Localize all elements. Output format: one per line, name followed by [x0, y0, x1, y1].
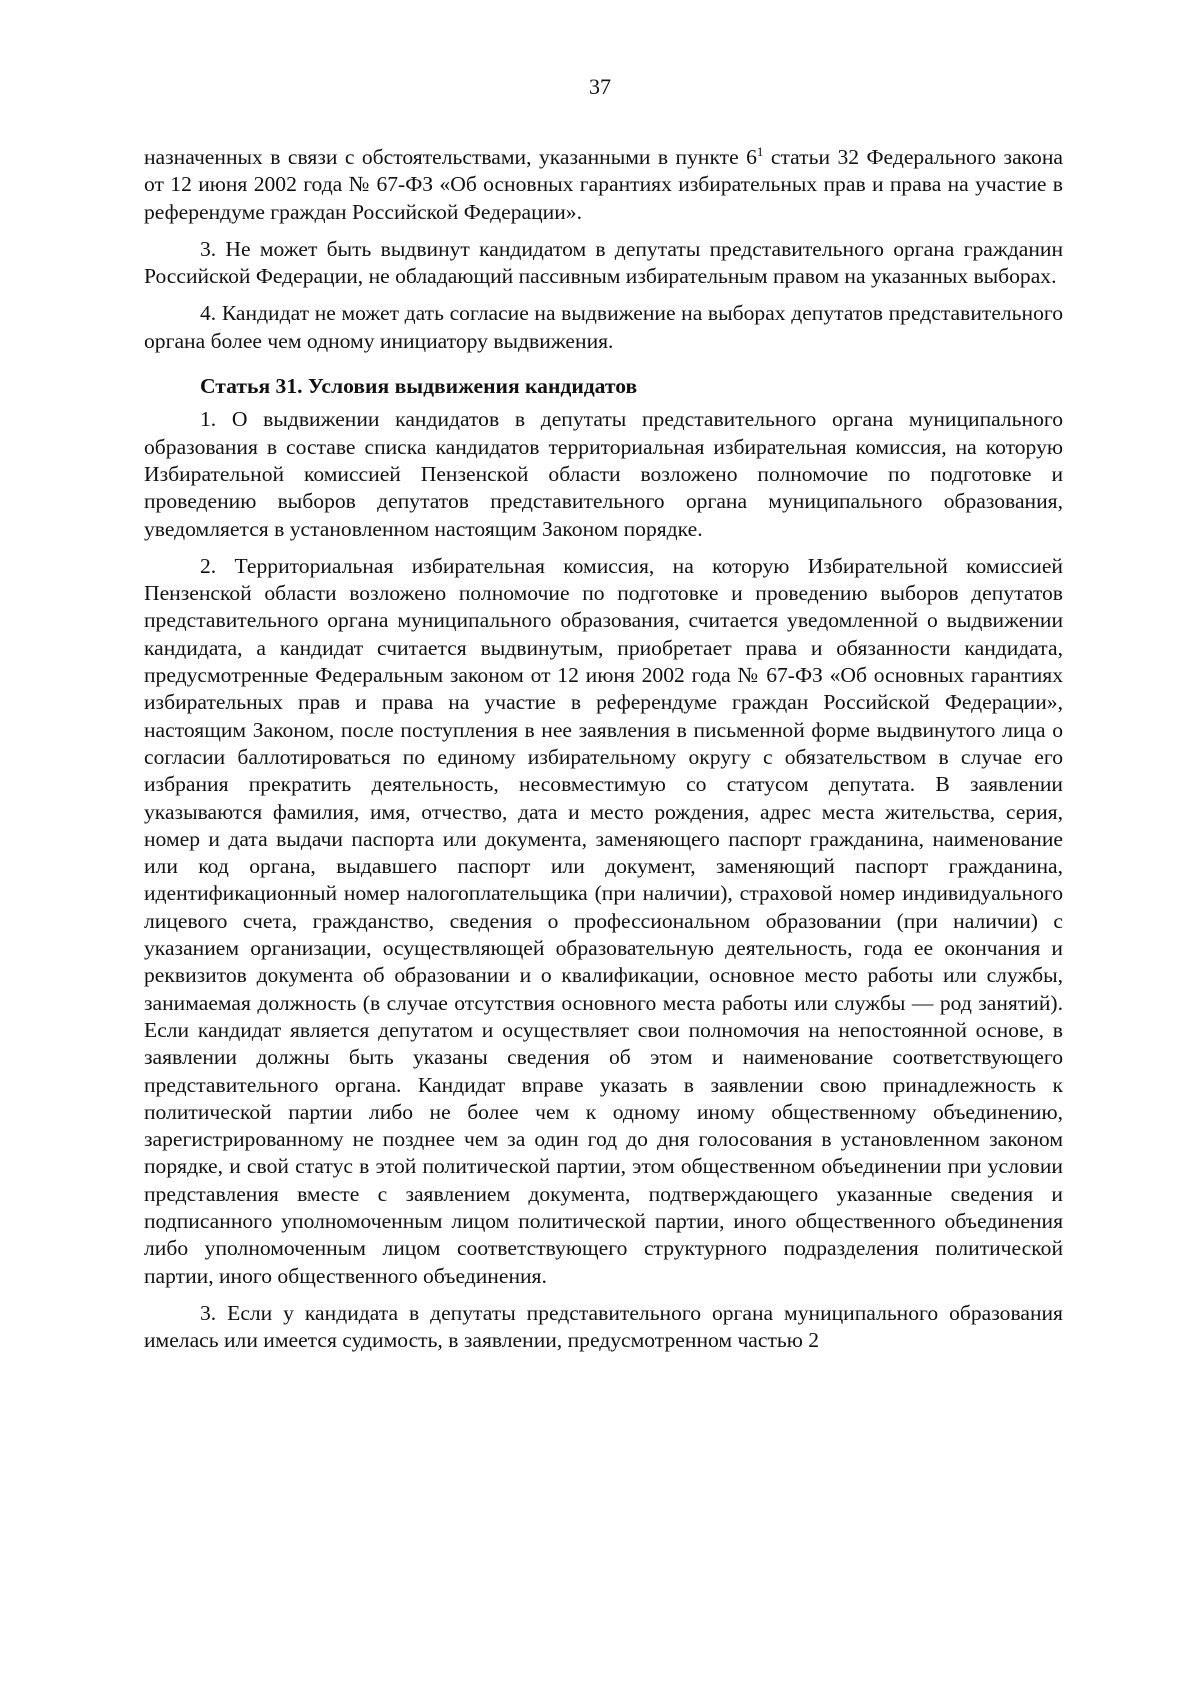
page-number: 37	[589, 74, 611, 99]
paragraph-part-4: 4. Кандидат не может дать согласие на выдвижение на выборах депутатов представительного органа более чем одному инициатору выдвижения.	[144, 301, 1063, 353]
paragraph-part-3: 3. Не может быть выдвинут кандидатом в депутаты представительного органа гражданин Российской Федерации, не обладающий пассивным избирательным правом на указанных выборах.	[144, 236, 1063, 289]
paragraph-text: статьи 32 Федерального закона от 12 июня 2002 года № 67-ФЗ «Об основных гарантиях избирательных прав и права на участие в референдуме граждан Российской Федерации».	[144, 145, 1063, 224]
page-body	[144, 144, 1063, 1354]
paragraph-article-31-part-2: 2. Территориальная избирательная комиссия, на которую Избирательной комиссией Пензенской области возложено полномочие по подготовке и проведению выборов депутатов представительного органа муниципального образования, считается уведомленной о выдвижении кандидата, а кандидат считается выдвинутым, приобретает права и обязанности кандидата, предусмотренные Федеральным законом от 12 июня 2002 года № 67-ФЗ «Об основных гарантиях избирательных прав и права на участие в референдуме граждан Российской Федерации», настоящим Законом, после поступления в нее заявления в письменной форме выдвинутого лица о согласии баллотироваться по единому избирательному округу с обязательством в случае его избрания прекратить деятельность, несовместимую со статусом депутата. В заявлении указываются фамилия, имя, отчество, дата и место рождения, адрес места жительства, серия, номер и дата выдачи паспорта или документа, заменяющего паспорт гражданина, наименование или код органа, выдавшего паспорт или документ, заменяющий паспорт гражданина, идентификационный номер налогоплательщика (при наличии), страховой номер индивидуального лицевого счета, гражданство, сведения о профессиональном образовании (при наличии) с указанием организации, осуществляющей образовательную деятельность, года ее окончания и реквизитов документа об образовании и о квалификации, основное место работы или службы, занимаемая должность (в случае отсутствия основного места работы или службы — род занятий). Если кандидат является депутатом и осуществляет свои полномочия на непостоянной основе, в заявлении должны быть указаны сведения об этом и наименование соответствующего представительного органа. Кандидат вправе указать в заявлении свою принадлежность к политической партии либо не более чем к одному иному общественному объединению, зарегистрированному не позднее чем за один год до дня голосования в установленном законом порядке, и свой статус в этой политической партии, этом общественном объединении при условии представления вместе с заявлением документа, подтверждающего указанные сведения и подписанного уполномоченным лицом политической партии, иного общественного объединения либо уполномоченным лицом соответствующего структурного подразделения политической партии, иного общественного объединения.	[144, 553, 1063, 1288]
paragraph-text: назначенных в связи с обстоятельствами, указанными в пункте 6	[144, 145, 757, 169]
article-heading: Статья 31. Условия выдвижения кандидатов	[200, 374, 638, 399]
paragraph-article-31-part-1: 1. О выдвижении кандидатов в депутаты представительного органа муниципального образования в составе списка кандидатов территориальная избирательная комиссия, на которую Избирательной комиссией Пензенской области возложено полномочие по подготовке и проведению выборов депутатов представительного органа муниципального образования, уведомляется в установленном настоящим Законом порядке.	[144, 407, 1063, 541]
paragraph-article-31-part-3: 3. Если у кандидата в депутаты представительного органа муниципального образования имелась или имеется судимость, в заявлении, предусмотренном частью 2	[144, 1300, 1063, 1353]
continuation-paragraph	[144, 144, 1063, 226]
superscript: 1	[756, 144, 764, 159]
